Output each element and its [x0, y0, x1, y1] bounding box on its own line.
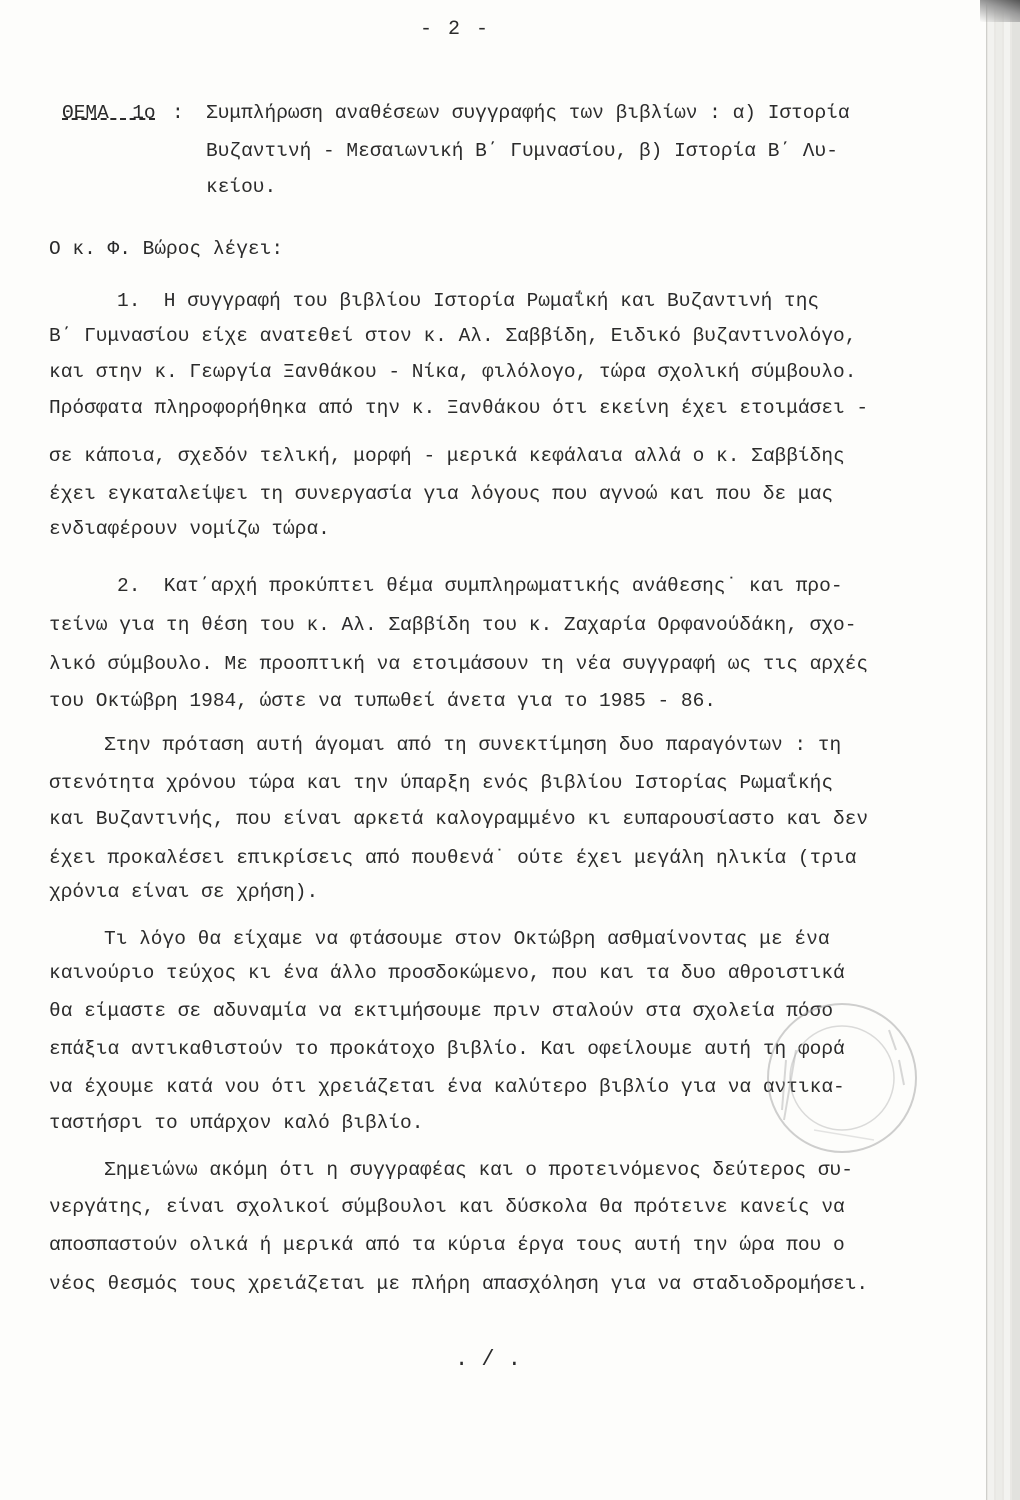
paragraph-4-line: να έχουμε κατά νου ότι χρειάζεται ένα καλύτερο βιβλίο για να αντικα- [49, 1076, 845, 1098]
paragraph-4-line: θα είμαστε σε αδυναμία να εκτιμήσουμε πριν σταλούν στα σχολεία πόσο [49, 1000, 834, 1022]
page-number: - 2 - [419, 18, 490, 41]
paragraph-3-line: Στην πρόταση αυτή άγομαι από τη συνεκτίμηση δυο παραγόντων : τη [104, 734, 842, 756]
page-edge [996, 0, 1002, 1500]
subject-line-1: Συμπλήρωση αναθέσεων συγγραφής των βιβλίων : α) Ιστορία [206, 102, 850, 124]
paragraph-1-line: 1. Η συγγραφή του βιβλίου Ιστορία Ρωμαΐκή και Βυζαντινή της [117, 290, 820, 312]
page-edge [1012, 0, 1020, 1500]
paragraph-4-line: επάξια αντικαθιστούν το προκάτοχο βιβλίο. Και οφείλουμε αυτή τη φορά [49, 1038, 845, 1060]
paragraph-1-line: έχει εγκαταλείψει τη συνεργασία για λόγους που αγνοώ και που δε μας [49, 483, 834, 505]
paragraph-2-line: λικό σύμβουλο. Με προοπτική να ετοιμάσουν τη νέα συγγραφή ως τις αρχές [49, 653, 869, 675]
paragraph-5-line: Σημειώνω ακόμη ότι η συγγραφέας και ο προτεινόμενος δεύτερος συ- [104, 1159, 853, 1181]
paragraph-2-line: 2. Κατ΄αρχή προκύπτει θέμα συμπληρωματικής ανάθεσης˙ και προ- [117, 575, 843, 597]
paragraph-4-line: ταστήσρι το υπάρχον καλό βιβλίο. [49, 1112, 424, 1134]
page-edge [988, 0, 994, 1500]
paragraph-1-line: Β΄ Γυμνασίου είχε ανατεθεί στον κ. Αλ. Σαββίδη, Ειδικό βυζαντινολόγο, [49, 325, 857, 347]
paragraph-3-line: στενότητα χρόνου τώρα και την ύπαρξη ενός βιβλίου Ιστορίας Ρωμαΐκής [49, 772, 834, 794]
page-edge [1004, 0, 1010, 1500]
paragraph-4-line: καινούριο τεύχος κι ένα άλλο προσδοκώμενο, που και τα δυο αθροιστικά [49, 962, 845, 984]
paragraph-1-line: σε κάποια, σχεδόν τελική, μορφή - μερικά κεφάλαια αλλά ο κ. Σαββίδης [49, 445, 845, 467]
paragraph-3-line: και Βυζαντινής, που είναι αρκετά καλογραμμένο κι ευπαρουσίαστο και δεν [49, 808, 869, 830]
speaker-line: Ο κ. Φ. Βώρος λέγει: [49, 238, 284, 260]
scan-corner-shadow [980, 0, 1020, 22]
paragraph-1-line: Πρόσφατα πληροφορήθηκα από την κ. Ξανθάκου ότι εκείνη έχει ετοιμάσει - [49, 397, 869, 419]
paragraph-2-line: του Οκτώβρη 1984, ώστε να τυπωθεί άνετα για το 1985 - 86. [49, 690, 717, 712]
paragraph-1-line: ενδιαφέρουν νομίζω τώρα. [49, 518, 330, 540]
paragraph-3-line: έχει προκαλέσει επικρίσεις από πουθενά˙ ούτε έχει μεγάλη ηλικία (τρια [49, 847, 857, 869]
paragraph-5-line: νεργάτης, είναι σχολικοί σύμβουλοι και δύσκολα θα πρότεινε κανείς να [49, 1196, 845, 1218]
subject-line-2: Βυζαντινή - Μεσαιωνική Β΄ Γυμνασίου, β) Ιστορία Β΄ Λυ- [206, 140, 838, 162]
subject-line-3: κείου. [206, 176, 277, 198]
paragraph-1-line: και στην κ. Γεωργία Ξανθάκου - Νίκα, φιλόλογο, τώρα σχολική σύμβουλο. [49, 361, 857, 383]
paragraph-5-line: νέος θεσμός τους χρειάζεται με πλήρη απασχόληση για να σταδιοδρομήσει. [49, 1273, 869, 1295]
subject-label: ΘΕΜΑ 1ο [62, 102, 156, 124]
paragraph-2-line: τείνω για τη θέση του κ. Αλ. Σαββίδη του κ. Ζαχαρία Ορφανούδάκη, σχο- [49, 614, 857, 636]
paragraph-3-line: χρόνια είναι σε χρήση). [49, 881, 319, 903]
paragraph-5-line: αποσπαστούν ολικά ή μερικά από τα κύρια έργα τους αυτή την ώρα που ο [49, 1234, 845, 1256]
subject-colon: : [172, 102, 184, 124]
continuation-mark: . / . [455, 1347, 522, 1372]
paragraph-4-line: Τι λόγο θα είχαμε να φτάσουμε στον Οκτώβρη ασθμαίνοντας με ένα [104, 928, 830, 950]
